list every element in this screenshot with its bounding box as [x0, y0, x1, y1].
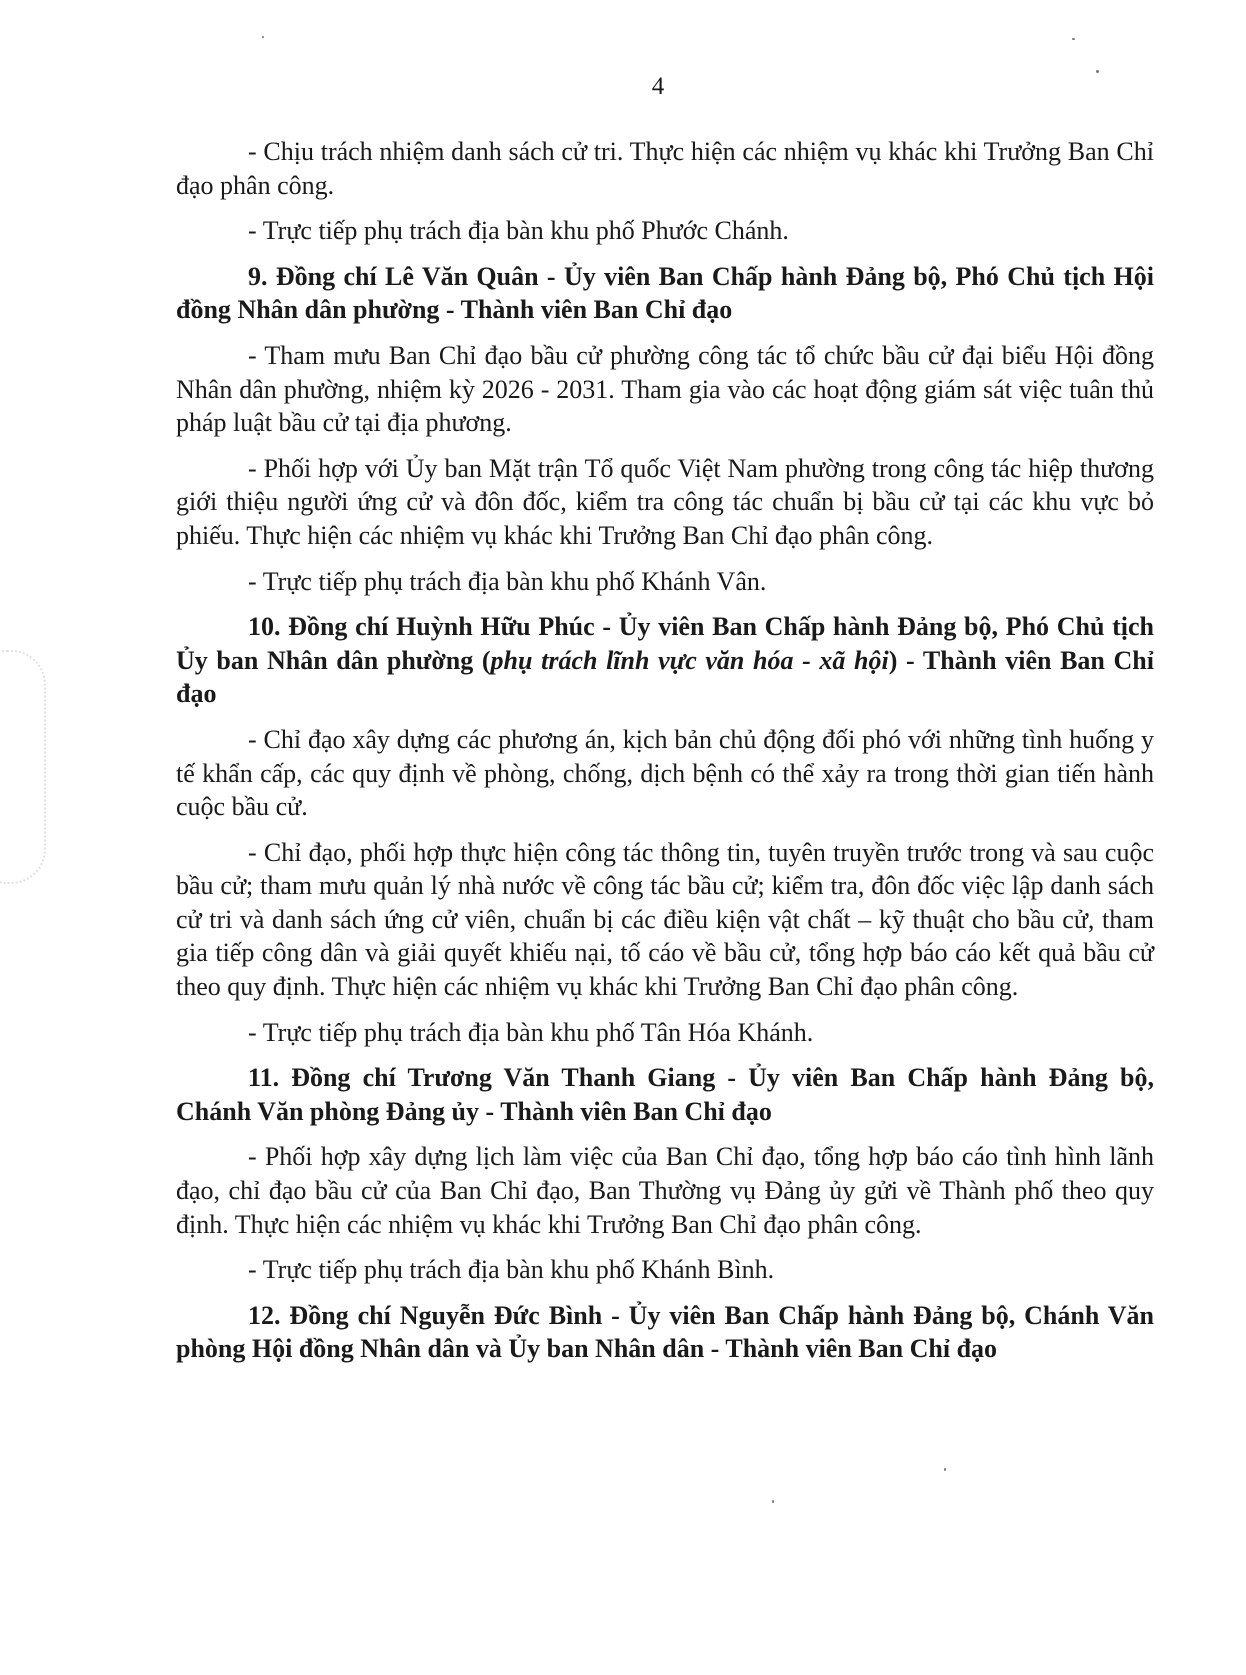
paragraph: - Chịu trách nhiệm danh sách cử tri. Thực hiện các nhiệm vụ khác khi Trưởng Ban Chỉ đạo phân công.: [176, 137, 1154, 200]
section-heading: [176, 610, 1154, 711]
paragraph: - Chỉ đạo, phối hợp thực hiện công tác thông tin, tuyên truyền trước trong và sau cuộc bầu cử; tham mưu quản lý nhà nước về công tác bầu cử; kiểm tra, đôn đốc việc lập danh sách cử tri và danh sách ứng cử viên, chuẩn bị các điều kiện vật chất – kỹ thuật cho bầu cử, tham gia tiếp công dân và giải quyết khiếu nại, tố cáo về bầu cử, tổng hợp báo cáo kết quả bầu cử theo quy định. Thực hiện các nhiệm vụ khác khi Trưởng Ban Chỉ đạo phân công.: [176, 837, 1154, 1002]
heading-text: 10. Đồng chí Huỳnh Hữu Phúc - Ủy viên Ban Chấp hành Đảng bộ, Phó Chủ tịch Ủy ban Nhân dân phường (: [176, 612, 1154, 675]
paragraph: - Chỉ đạo xây dựng các phương án, kịch bản chủ động đối phó với những tình huống y tế khẩn cấp, các quy định về phòng, chống, dịch bệnh có thể xảy ra trong thời gian tiến hành cuộc bầu cử.: [176, 724, 1154, 822]
paragraph: - Trực tiếp phụ trách địa bàn khu phố Khánh Vân.: [248, 566, 767, 596]
scan-speck: [772, 1500, 774, 1503]
paragraph: - Phối hợp với Ủy ban Mặt trận Tổ quốc Việt Nam phường trong công tác hiệp thương giới thiệu người ứng cử và đôn đốc, kiểm tra công tác chuẩn bị bầu cử tại các khu vực bỏ phiếu. Thực hiện các nhiệm vụ khác khi Trưởng Ban Chỉ đạo phân công.: [176, 453, 1154, 550]
paragraph: - Trực tiếp phụ trách địa bàn khu phố Khánh Bình.: [248, 1255, 775, 1285]
scan-speck: [262, 36, 264, 38]
scan-speck: [944, 1468, 946, 1471]
paragraph: - Trực tiếp phụ trách địa bàn khu phố Phước Chánh.: [248, 216, 789, 246]
paragraph: - Phối hợp xây dựng lịch làm việc của Ban Chỉ đạo, tổng hợp báo cáo tình hình lãnh đạo, chỉ đạo bầu cử của Ban Chỉ đạo, Ban Thường vụ Đảng ủy gửi về Thành phố theo quy định. Thực hiện các nhiệm vụ khác khi Trưởng Ban Chỉ đạo phân công.: [176, 1142, 1154, 1239]
stamp-remnant: [0, 650, 46, 884]
scan-speck: [1072, 38, 1075, 40]
section-heading: 12. Đồng chí Nguyễn Đức Bình - Ủy viên Ban Chấp hành Đảng bộ, Chánh Văn phòng Hội đồng Nhân dân và Ủy ban Nhân dân - Thành viên Ban Chỉ đạo: [176, 1300, 1154, 1364]
heading-italic-text: phụ trách lĩnh vực văn hóa - xã hội: [490, 645, 889, 675]
page-number: 4: [651, 73, 665, 100]
section-heading: 9. Đồng chí Lê Văn Quân - Ủy viên Ban Chấp hành Đảng bộ, Phó Chủ tịch Hội đồng Nhân dân phường - Thành viên Ban Chỉ đạo: [176, 261, 1154, 325]
section-heading: 11. Đồng chí Trương Văn Thanh Giang - Ủy viên Ban Chấp hành Đảng bộ, Chánh Văn phòng Đảng ủy - Thành viên Ban Chỉ đạo: [176, 1063, 1154, 1126]
heading-text: ) - Thành viên Ban Chỉ đạo: [176, 645, 1154, 709]
document-body: [176, 135, 1154, 1378]
paragraph: - Tham mưu Ban Chỉ đạo bầu cử phường công tác tổ chức bầu cử đại biểu Hội đồng Nhân dân phường, nhiệm kỳ 2026 - 2031. Tham gia vào các hoạt động giám sát việc tuân thủ pháp luật bầu cử tại địa phương.: [176, 340, 1154, 438]
paragraph: - Trực tiếp phụ trách địa bàn khu phố Tân Hóa Khánh.: [248, 1017, 814, 1047]
